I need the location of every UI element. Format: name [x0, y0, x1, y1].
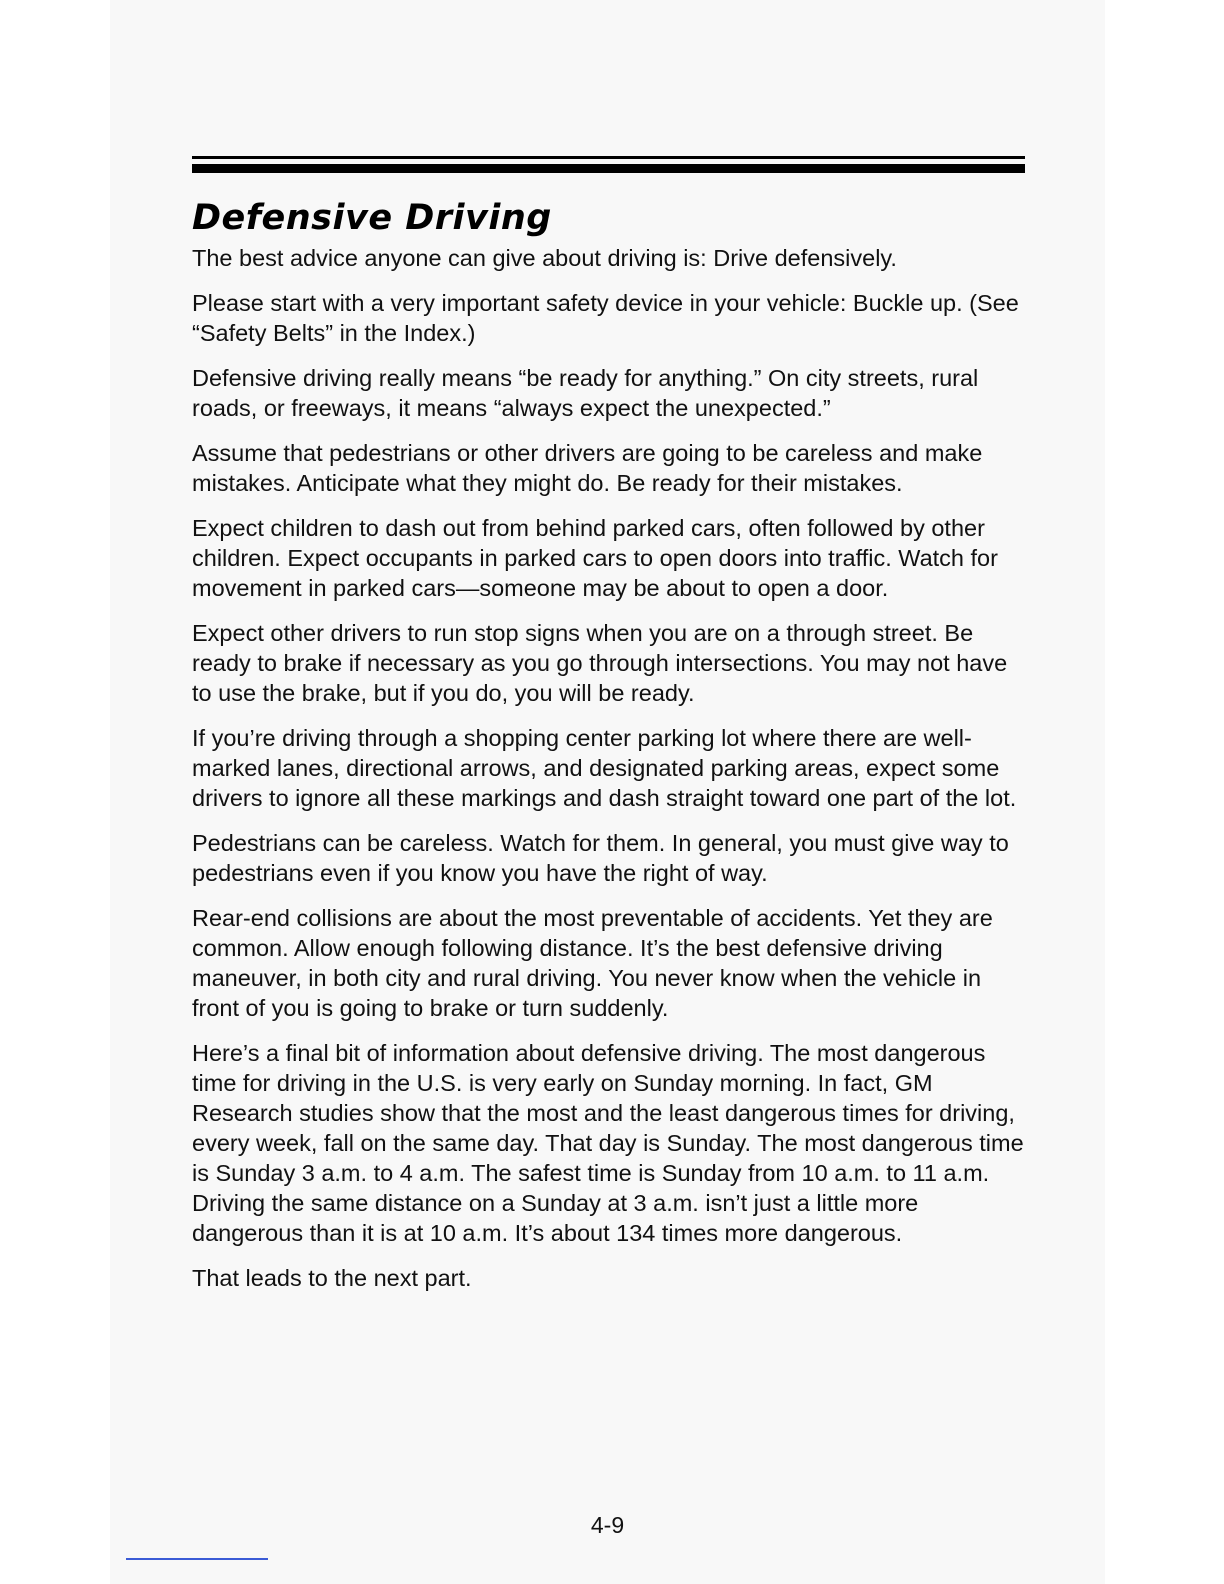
- page-number: 4-9: [590, 1512, 625, 1538]
- paragraph: The best advice anyone can give about driving is: Drive defensively.: [192, 245, 897, 271]
- paragraph: If you’re driving through a shopping center parking lot where there are well-marked lanes, directional arrows, and designated parking areas, expect some drivers to ignore all these markings and dash straight toward one part of the lot.: [192, 725, 1017, 811]
- paragraph: Defensive driving really means “be ready for anything.” On city streets, rural roads, or freeways, it means “always expect the unexpected.”: [192, 365, 979, 421]
- paragraph: Pedestrians can be careless. Watch for them. In general, you must give way to pedestrians even if you know you have the right of way.: [192, 830, 1009, 886]
- paragraph: Please start with a very important safety device in your vehicle: Buckle up. (See “Safety Belts” in the Index.): [192, 290, 1019, 346]
- paragraph: Expect children to dash out from behind parked cars, often followed by other children. Expect occupants in parked cars to open doors into traffic. Watch for movement in parked cars—someone may be about to open a door.: [192, 515, 998, 601]
- paragraph: Rear-end collisions are about the most preventable of accidents. Yet they are common. Allow enough following distance. It’s the best defensive driving maneuver, in both city and rural driving. You never know when the vehicle in front of you is going to brake or turn suddenly.: [192, 905, 993, 1021]
- paragraph: That leads to the next part.: [192, 1265, 472, 1291]
- paragraph: Expect other drivers to run stop signs when you are on a through street. Be ready to brake if necessary as you go through intersections. You may not have to use the brake, but if you do, you will be ready.: [192, 620, 1008, 706]
- header-rule-thin: [192, 156, 1025, 159]
- body-text: [192, 243, 1032, 1308]
- document-page: [110, 0, 1105, 1584]
- header-rule-thick: [192, 164, 1025, 173]
- paragraph: Assume that pedestrians or other drivers are going to be careless and make mistakes. Anticipate what they might do. Be ready for their mistakes.: [192, 440, 983, 496]
- paragraph: Here’s a final bit of information about defensive driving. The most dangerous time for driving in the U.S. is very early on Sunday morning. In fact, GM Research studies show that the most and the least dangerous times for driving, every week, fall on the same day. That day is Sunday. The most dangerous time is Sunday 3 a.m. to 4 a.m. The safest time is Sunday from 10 a.m. to 11 a.m. Driving the same distance on a Sunday at 3 a.m. isn’t just a little more dangerous than it is at 10 a.m. It’s about 134 times more dangerous.: [192, 1040, 1024, 1246]
- page-title: Defensive Driving: [192, 198, 552, 238]
- footer-link-underline: [126, 1558, 268, 1560]
